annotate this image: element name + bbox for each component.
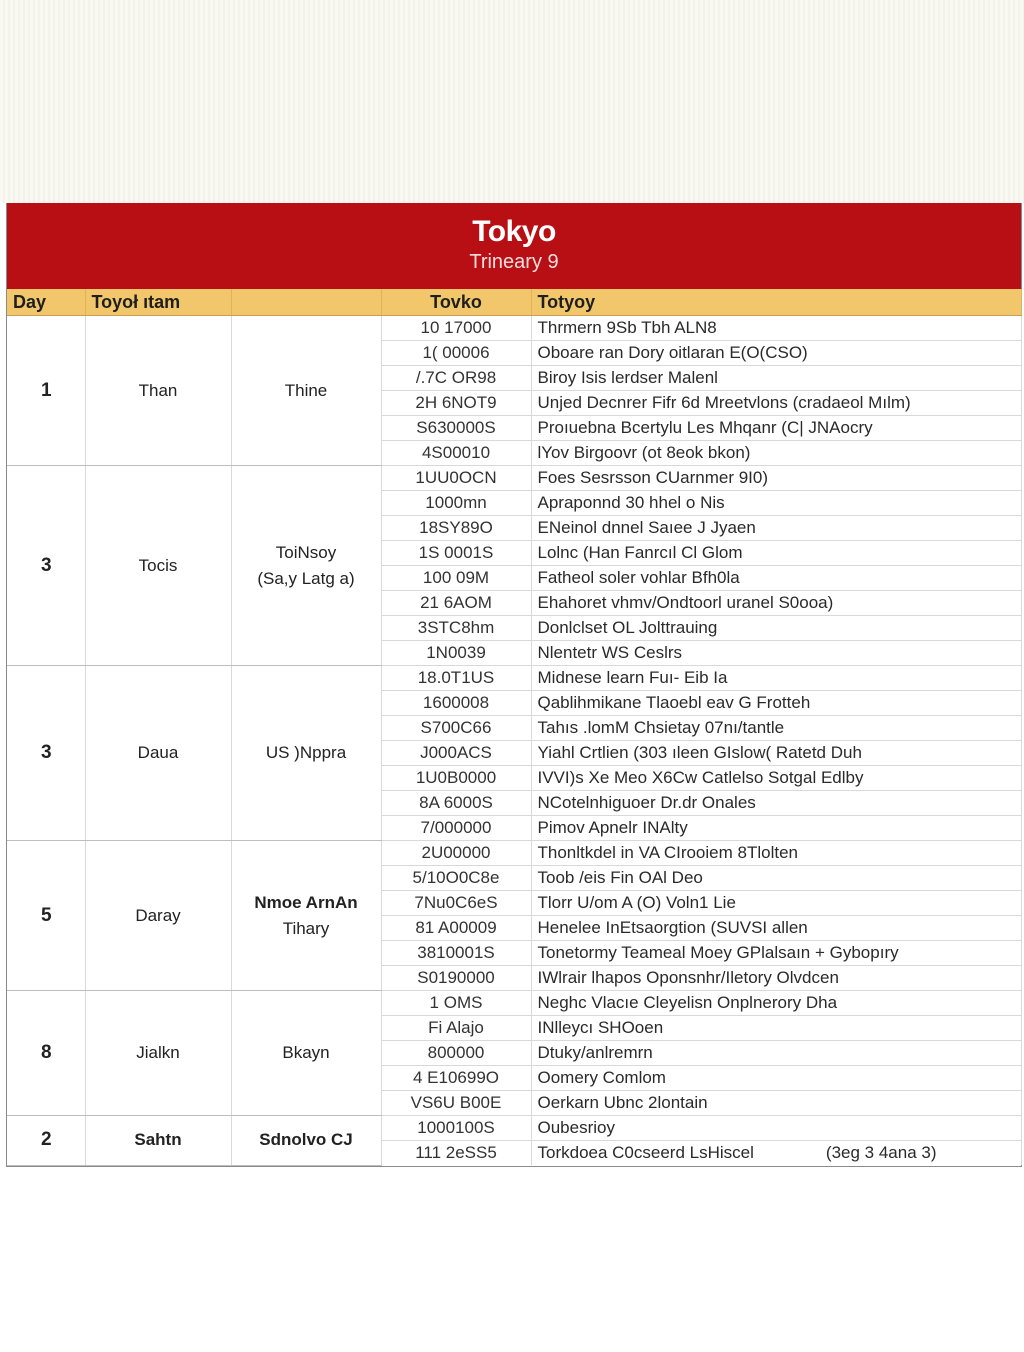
- time-cell: VS6U B00E: [381, 1091, 531, 1116]
- activity-cell: Tlorr U/om A (O) Voln1 Lie: [531, 891, 1021, 916]
- activity-cell: lYov Birgoovr (ot 8eok bkon): [531, 441, 1021, 466]
- time-cell: 800000: [381, 1041, 531, 1066]
- activity-cell: Oomery Comlom: [531, 1066, 1021, 1091]
- time-cell: 100 09M: [381, 566, 531, 591]
- time-cell: 1000100S: [381, 1116, 531, 1141]
- activity-cell: Fatheol soler vohlar Bfh0la: [531, 566, 1021, 591]
- time-cell: S0190000: [381, 966, 531, 991]
- time-cell: 3STC8hm: [381, 616, 531, 641]
- table-row: [7, 666, 1021, 691]
- time-cell: 1600008: [381, 691, 531, 716]
- activity-cell: Neghc Vlacıe Cleyelisn Onplnerory Dha: [531, 991, 1021, 1016]
- day-theme-line1: Nmoe ArnAn: [254, 892, 358, 912]
- time-cell: 81 A00009: [381, 916, 531, 941]
- day-number: 5: [7, 841, 85, 991]
- header-col2: Toyoł ıtam: [85, 289, 231, 316]
- activity-cell: Oerkarn Ubnc 2lontain: [531, 1091, 1021, 1116]
- day-area: Jialkn: [85, 991, 231, 1116]
- itinerary-sheet: [6, 203, 1022, 1167]
- activity-cell: Foes Sesrsson CUarnmer 9I0): [531, 466, 1021, 491]
- activity-cell: Midnese learn Fuı- Eib Ia: [531, 666, 1021, 691]
- table-row: [7, 466, 1021, 491]
- day-theme: [231, 466, 381, 666]
- activity-text: Torkdoea C0cseerd LsHiscel: [537, 1143, 754, 1162]
- table-row: [7, 991, 1021, 1016]
- time-cell: 18SY89O: [381, 516, 531, 541]
- time-cell: 1S 0001S: [381, 541, 531, 566]
- time-cell: 10 17000: [381, 316, 531, 341]
- day-number: 2: [7, 1116, 85, 1166]
- activity-cell: Thrmern 9Sb Tbh ALN8: [531, 316, 1021, 341]
- time-cell: 111 2eSS5: [381, 1141, 531, 1166]
- activity-cell: Apraponnd 30 hhel o Nis: [531, 491, 1021, 516]
- activity-cell: Proıuebna Bcertylu Les Mhqanr (C| JNAocry: [531, 416, 1021, 441]
- activity-cell: Tahıs .lomM Chsietay 07nı/tantle: [531, 716, 1021, 741]
- day-area: Than: [85, 316, 231, 466]
- time-cell: 18.0T1US: [381, 666, 531, 691]
- day-theme: [231, 316, 381, 466]
- time-cell: 1000mn: [381, 491, 531, 516]
- header-time: Tovko: [381, 289, 531, 316]
- time-cell: S630000S: [381, 416, 531, 441]
- header-activity: Totyoy: [531, 289, 1021, 316]
- activity-cell: Unjed Decnrer Fifr 6d Mreetvlons (cradaeol Mılm): [531, 391, 1021, 416]
- activity-cell: Lolnc (Han Fanrcıl Cl Glom: [531, 541, 1021, 566]
- day-theme-line1: ToiNsoy: [275, 542, 337, 562]
- day-theme-line1: Thine: [284, 380, 328, 400]
- activity-cell: Donlclset OL Jolttrauing: [531, 616, 1021, 641]
- activity-cell: Yiahl Crtlien (303 ıleen GIslow( Ratetd Duh: [531, 741, 1021, 766]
- header-col3: [231, 289, 381, 316]
- time-cell: 7Nu0C6eS: [381, 891, 531, 916]
- activity-cell: Oboare ran Dory oitlaran E(O(CSO): [531, 341, 1021, 366]
- day-theme-line2: Tihary: [282, 918, 330, 938]
- time-cell: 1( 00006: [381, 341, 531, 366]
- activity-note: (3eg 3 4ana 3): [825, 1143, 937, 1162]
- time-cell: 7/000000: [381, 816, 531, 841]
- table-header-row: [7, 289, 1021, 316]
- activity-cell: Biroy Isis lerdser Malenl: [531, 366, 1021, 391]
- day-theme-line2: (Sa,y Latg a): [257, 568, 355, 588]
- activity-cell: Oubesrioy: [531, 1116, 1021, 1141]
- page-subtitle: Trineary 9: [469, 251, 559, 273]
- activity-cell: Dtuky/anlremrn: [531, 1041, 1021, 1066]
- time-cell: 1N0039: [381, 641, 531, 666]
- activity-cell: Toob /eis Fin OAl Deo: [531, 866, 1021, 891]
- day-theme-line1: Bkayn: [282, 1043, 330, 1062]
- activity-cell: INlleycı SHOoen: [531, 1016, 1021, 1041]
- time-cell: Fi Alajo: [381, 1016, 531, 1041]
- day-area: Daua: [85, 666, 231, 841]
- activity-cell: NCotelnhiguoer Dr.dr Onales: [531, 791, 1021, 816]
- day-number: 3: [7, 466, 85, 666]
- title-banner: [7, 203, 1021, 289]
- day-theme: [231, 841, 381, 991]
- time-cell: 2U00000: [381, 841, 531, 866]
- table-row: [7, 1116, 1021, 1141]
- time-cell: 4 E10699O: [381, 1066, 531, 1091]
- day-theme-line1: Sdnolvo CJ: [259, 1130, 353, 1150]
- day-area: Daray: [85, 841, 231, 991]
- day-theme: [231, 666, 381, 841]
- activity-cell: IWlrair lhapos Oponsnhr/Iletory Olvdcen: [531, 966, 1021, 991]
- time-cell: S700C66: [381, 716, 531, 741]
- day-theme: [231, 1116, 381, 1166]
- day-number: 1: [7, 316, 85, 466]
- time-cell: 2H 6NOT9: [381, 391, 531, 416]
- activity-cell: Tonetormy Teameal Moey GPlalsaın + Gybopıry: [531, 941, 1021, 966]
- activity-cell: Qablihmikane Tlaoebl eav G Frotteh: [531, 691, 1021, 716]
- activity-cell: IVVI)s Xe Meo X6Cw Catlelso Sotgal Edlby: [531, 766, 1021, 791]
- time-cell: 1UU0OCN: [381, 466, 531, 491]
- itinerary-table: [7, 289, 1022, 1166]
- activity-cell: Henelee InEtsaorgtion (SUVSI allen: [531, 916, 1021, 941]
- activity-cell: Pimov Apnelr INAlty: [531, 816, 1021, 841]
- time-cell: J000ACS: [381, 741, 531, 766]
- day-area: Sahtn: [85, 1116, 231, 1166]
- table-row: [7, 316, 1021, 341]
- activity-cell: Thonltkdel in VA CIrooiem 8Tlolten: [531, 841, 1021, 866]
- day-area: Tocis: [85, 466, 231, 666]
- header-day: Day: [7, 289, 85, 316]
- time-cell: 1U0B0000: [381, 766, 531, 791]
- background-texture: [0, 0, 1024, 203]
- day-theme-line1: US )Nppra: [265, 743, 347, 762]
- table-body: [7, 316, 1021, 1166]
- time-cell: /.7C OR98: [381, 366, 531, 391]
- time-cell: 1 OMS: [381, 991, 531, 1016]
- activity-cell: Nlentetr WS Ceslrs: [531, 641, 1021, 666]
- page-title: Tokyo: [472, 215, 556, 248]
- activity-cell: ENeinol dnnel Saıee J Jyaen: [531, 516, 1021, 541]
- time-cell: 21 6AOM: [381, 591, 531, 616]
- time-cell: 4S00010: [381, 441, 531, 466]
- day-theme: [231, 991, 381, 1116]
- time-cell: 5/10O0C8e: [381, 866, 531, 891]
- activity-cell: [531, 1141, 1021, 1166]
- day-number: 3: [7, 666, 85, 841]
- activity-cell: Ehahoret vhmv/Ondtoorl uranel S0ooa): [531, 591, 1021, 616]
- time-cell: 3810001S: [381, 941, 531, 966]
- time-cell: 8A 6000S: [381, 791, 531, 816]
- day-number: 8: [7, 991, 85, 1116]
- table-row: [7, 841, 1021, 866]
